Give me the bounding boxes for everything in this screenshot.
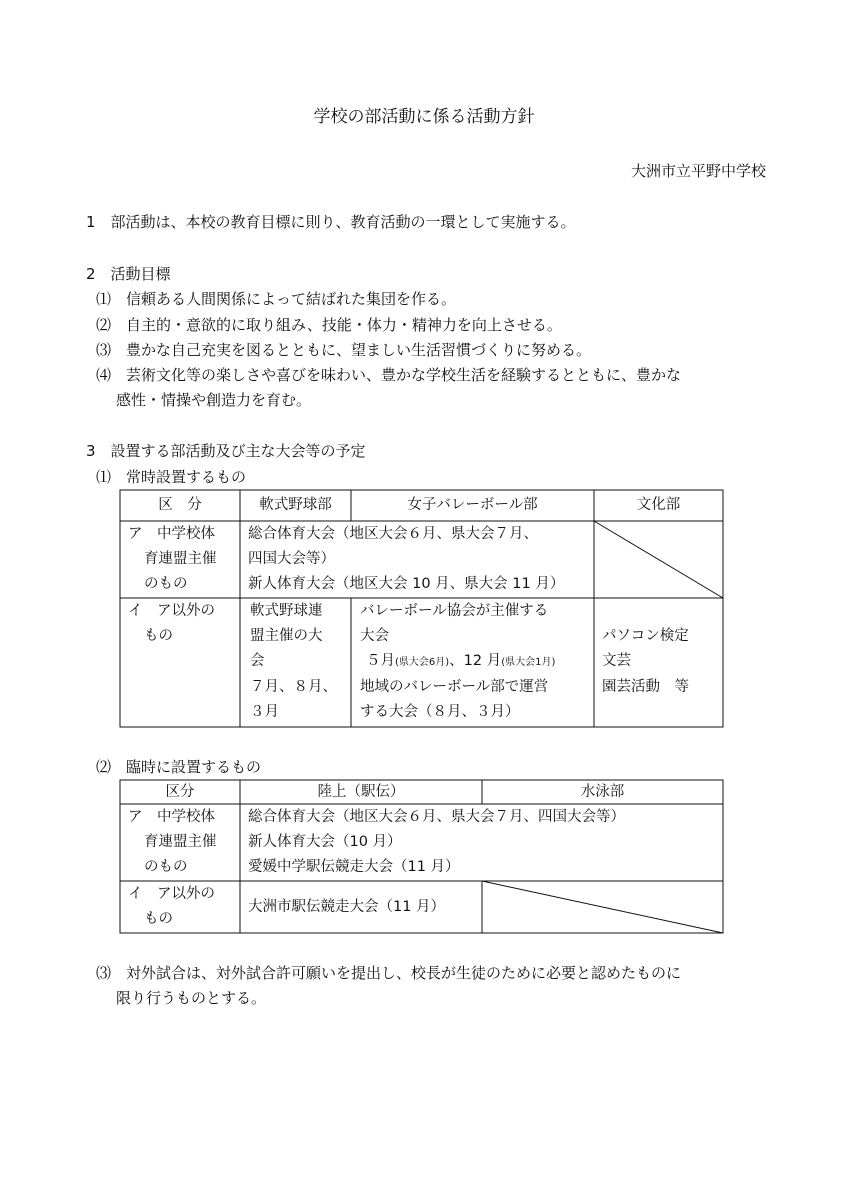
t1-volley-5: する大会（８月、３月） — [360, 704, 520, 720]
goal-item-4: ⑷ 芸術文化等の楽しさや喜びを味わい、豊かな学校生活を経験するとともに、豊かな — [96, 366, 682, 384]
t1-r1-text-1: 総合体育大会（地区大会６月、県大会７月、 — [248, 526, 538, 542]
table1-caption: ⑴ 常時設置するもの — [96, 468, 247, 486]
goal-item-2: ⑵ 自主的・意欲的に取り組み、技能・体力・精神力を向上させる。 — [96, 316, 562, 334]
external-match-text: ⑶ 対外試合は、対外試合許可願いを提出し、校長が生徒のために必要と認めたものに — [96, 964, 682, 982]
goal-item-3: ⑶ 豊かな自己充実を図るとともに、望ましい生活習慣づくりに努める。 — [96, 341, 592, 359]
external-match-text-cont: 限り行うものとする。 — [116, 989, 267, 1007]
section2-heading: 2 活動目標 — [86, 265, 171, 283]
t1-header-volleyball: 女子バレーボール部 — [407, 497, 538, 513]
t1-r2-label-2: もの — [144, 628, 173, 644]
t2-header-ekiden: 陸上（駅伝） — [317, 784, 405, 800]
t2-r1-text-2: 新人体育大会（10 月） — [248, 834, 402, 850]
t1-baseball-4: ７月、８月、 — [250, 679, 337, 695]
t1-volley-3: ５月(県大会6月)、12 月(県大会1月) — [366, 653, 556, 669]
section1-text: 1 部活動は、本校の教育目標に則り、教育活動の一環として実施する。 — [86, 213, 576, 231]
t2-r2-label-1: イ ア以外の — [128, 886, 215, 902]
t2-r1-text-1: 総合体育大会（地区大会６月、県大会７月、四国大会等） — [248, 809, 625, 825]
t1-r1-label-1: ア 中学校体 — [128, 526, 215, 542]
t2-r1-text-3: 愛媛中学駅伝競走大会（11 月） — [248, 859, 460, 875]
t2-header-category: 区分 — [165, 784, 195, 800]
t1-r2-label-1: イ ア以外の — [128, 603, 215, 619]
t1-baseball-2: 盟主催の大 — [250, 628, 323, 644]
page-title: 学校の部活動に係る活動方針 — [313, 107, 535, 127]
table2-caption: ⑵ 臨時に設置するもの — [96, 758, 262, 776]
table2-empty-diagonal — [482, 881, 723, 933]
t2-r1-label-1: ア 中学校体 — [128, 809, 215, 825]
goal-item-1: ⑴ 信頼ある人間関係によって結ばれた集団を作る。 — [96, 290, 457, 308]
t2-r2-text: 大洲市駅伝競走大会（11 月） — [248, 899, 446, 915]
t1-r1-label-3: のもの — [144, 576, 188, 592]
t1-header-culture: 文化部 — [636, 497, 681, 513]
goal-item-4-cont: 感性・情操や創造力を育む。 — [116, 391, 312, 409]
t1-header-baseball: 軟式野球部 — [259, 497, 332, 513]
t2-r1-label-3: のもの — [144, 859, 188, 875]
t2-header-swimming: 水泳部 — [580, 784, 625, 800]
table1-empty-diagonal — [594, 521, 723, 598]
t2-r2-label-2: もの — [144, 911, 173, 927]
t1-culture-3: 園芸活動 等 — [602, 679, 689, 695]
t1-r1-text-3: 新人体育大会（地区大会 10 月、県大会 11 月） — [248, 576, 565, 592]
school-name: 大洲市立平野中学校 — [630, 162, 766, 180]
t1-culture-2: 文芸 — [602, 653, 631, 669]
t1-baseball-1: 軟式野球連 — [250, 603, 323, 619]
t1-r1-label-2: 育連盟主催 — [144, 551, 217, 567]
t1-r1-text-2: 四国大会等） — [248, 551, 335, 567]
t1-culture-1: パソコン検定 — [602, 628, 689, 644]
t1-baseball-3: 会 — [250, 653, 265, 669]
t2-r1-label-2: 育連盟主催 — [144, 834, 217, 850]
section3-heading: 3 設置する部活動及び主な大会等の予定 — [86, 442, 366, 460]
t1-volley-2: 大会 — [360, 628, 389, 644]
t1-baseball-5: ３月 — [250, 704, 279, 720]
t1-header-category: 区 分 — [158, 497, 202, 513]
t1-volley-4: 地域のバレーボール部で運営 — [360, 679, 549, 695]
t1-volley-1: バレーボール協会が主催する — [360, 603, 549, 619]
